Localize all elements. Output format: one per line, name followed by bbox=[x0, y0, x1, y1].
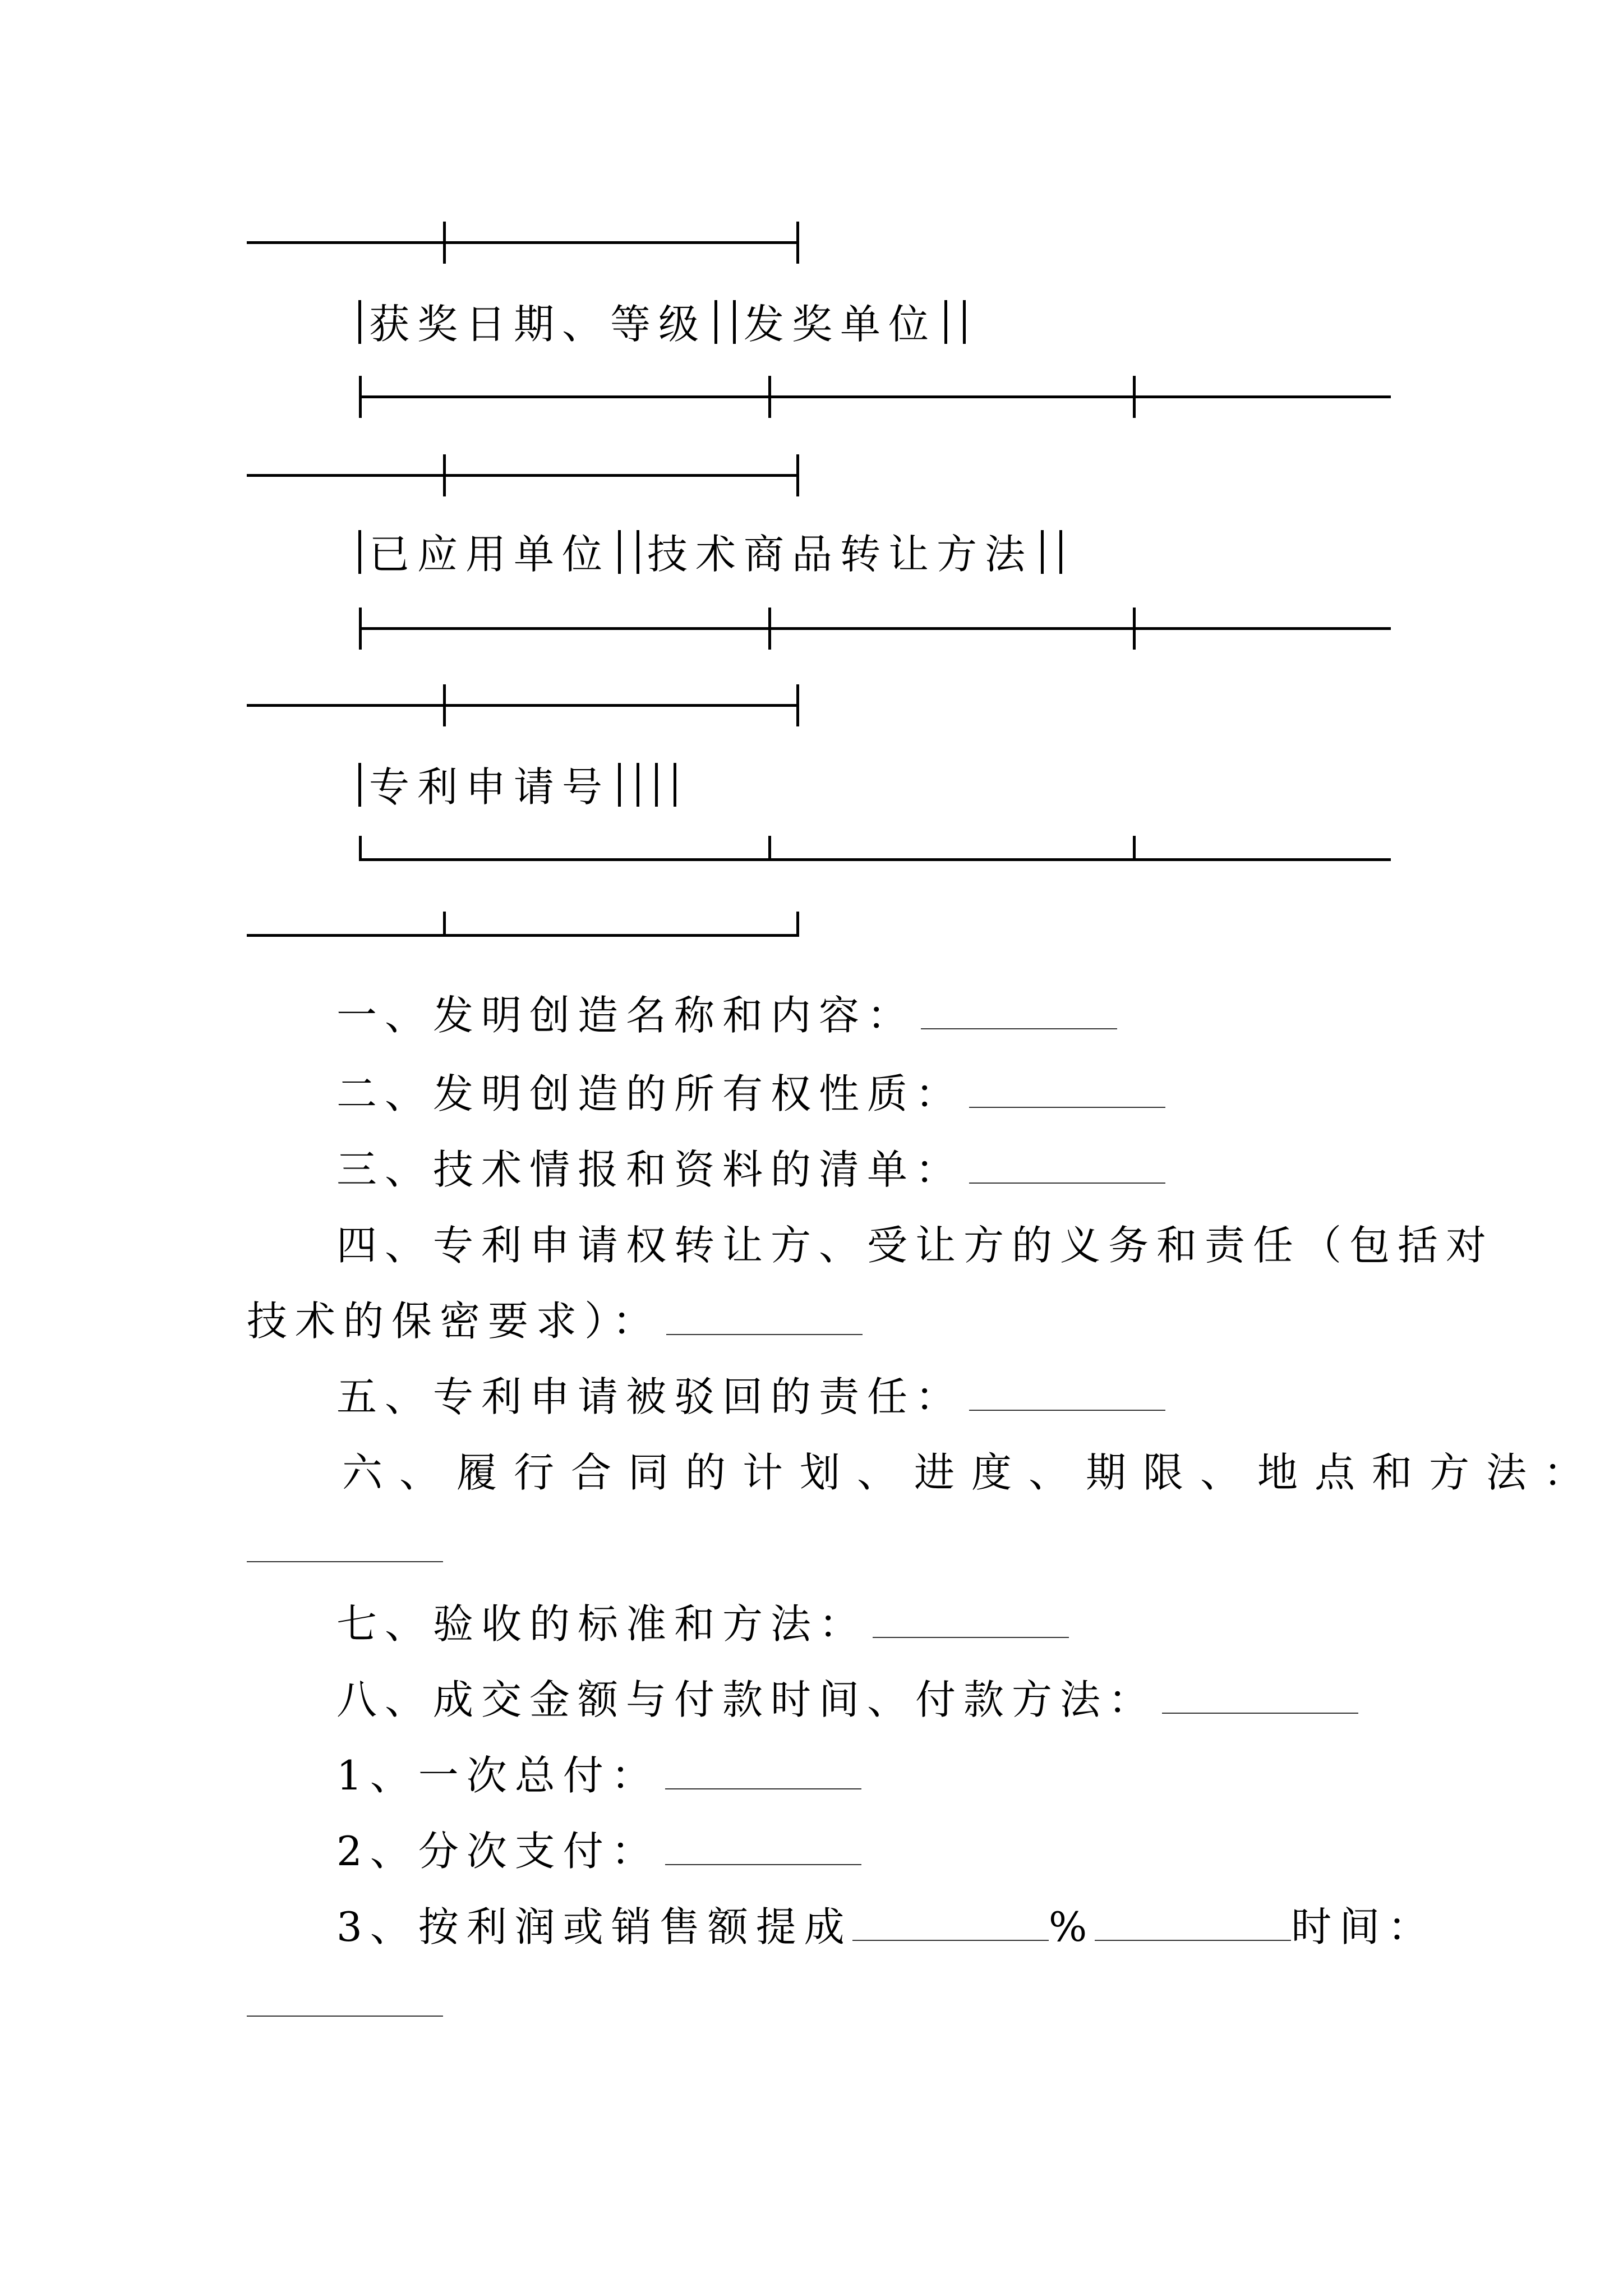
table-cell: 专利申请号 bbox=[369, 763, 611, 811]
clause-8: 八、成交金额与付款时间、付款方法： bbox=[336, 1672, 1623, 1728]
blank-field[interactable] bbox=[969, 1073, 1165, 1108]
blank-field[interactable] bbox=[969, 1376, 1165, 1411]
blank-field[interactable] bbox=[1162, 1679, 1358, 1714]
payment-1: 1、一次总付： bbox=[336, 1747, 1623, 1803]
clause-2: 二、发明创造的所有权性质： bbox=[336, 1066, 1623, 1122]
blank-field[interactable] bbox=[1095, 1906, 1291, 1941]
table-cell: 获奖日期、等级 bbox=[369, 301, 707, 348]
table-cell: 发奖单位 bbox=[744, 301, 937, 348]
clause-7: 七、验收的标准和方法： bbox=[336, 1596, 1623, 1652]
clause-1: 一、发明创造名称和内容： bbox=[336, 987, 1623, 1043]
table-row bbox=[351, 292, 974, 350]
table-cell: 已应用单位 bbox=[369, 531, 611, 578]
blank-field[interactable] bbox=[873, 1603, 1069, 1638]
payment-3: 3、按利润或销售额提成 % 时间： bbox=[336, 1903, 1436, 1950]
clause-5: 五、专利申请被驳回的责任： bbox=[336, 1369, 1623, 1425]
clause-3: 三、技术情报和资料的清单： bbox=[336, 1142, 1623, 1198]
blank-field[interactable] bbox=[665, 1830, 861, 1865]
blank-field[interactable] bbox=[666, 1300, 863, 1335]
blank-field[interactable] bbox=[665, 1755, 861, 1789]
table-cell: 技术商品转让方法 bbox=[647, 531, 1034, 578]
table-row bbox=[351, 754, 684, 813]
blank-field[interactable] bbox=[852, 1906, 1049, 1941]
table-row bbox=[351, 522, 1070, 580]
clause-6-blank bbox=[247, 1520, 1623, 1576]
clause-4-cont: 技术的保密要求）： bbox=[247, 1293, 1623, 1349]
blank-field[interactable] bbox=[921, 995, 1117, 1029]
blank-field[interactable] bbox=[969, 1149, 1165, 1184]
clause-6: 六、履行合同的计划、进度、期限、地点和方法： bbox=[342, 1449, 1601, 1496]
blank-field[interactable] bbox=[247, 1527, 443, 1562]
clause-4: 四、专利申请权转让方、受让方的义务和责任（包括对 bbox=[336, 1222, 1495, 1269]
payment-3-blank bbox=[247, 1975, 1623, 2031]
blank-field[interactable] bbox=[247, 1982, 443, 2017]
payment-2: 2、分次支付： bbox=[336, 1823, 1623, 1879]
